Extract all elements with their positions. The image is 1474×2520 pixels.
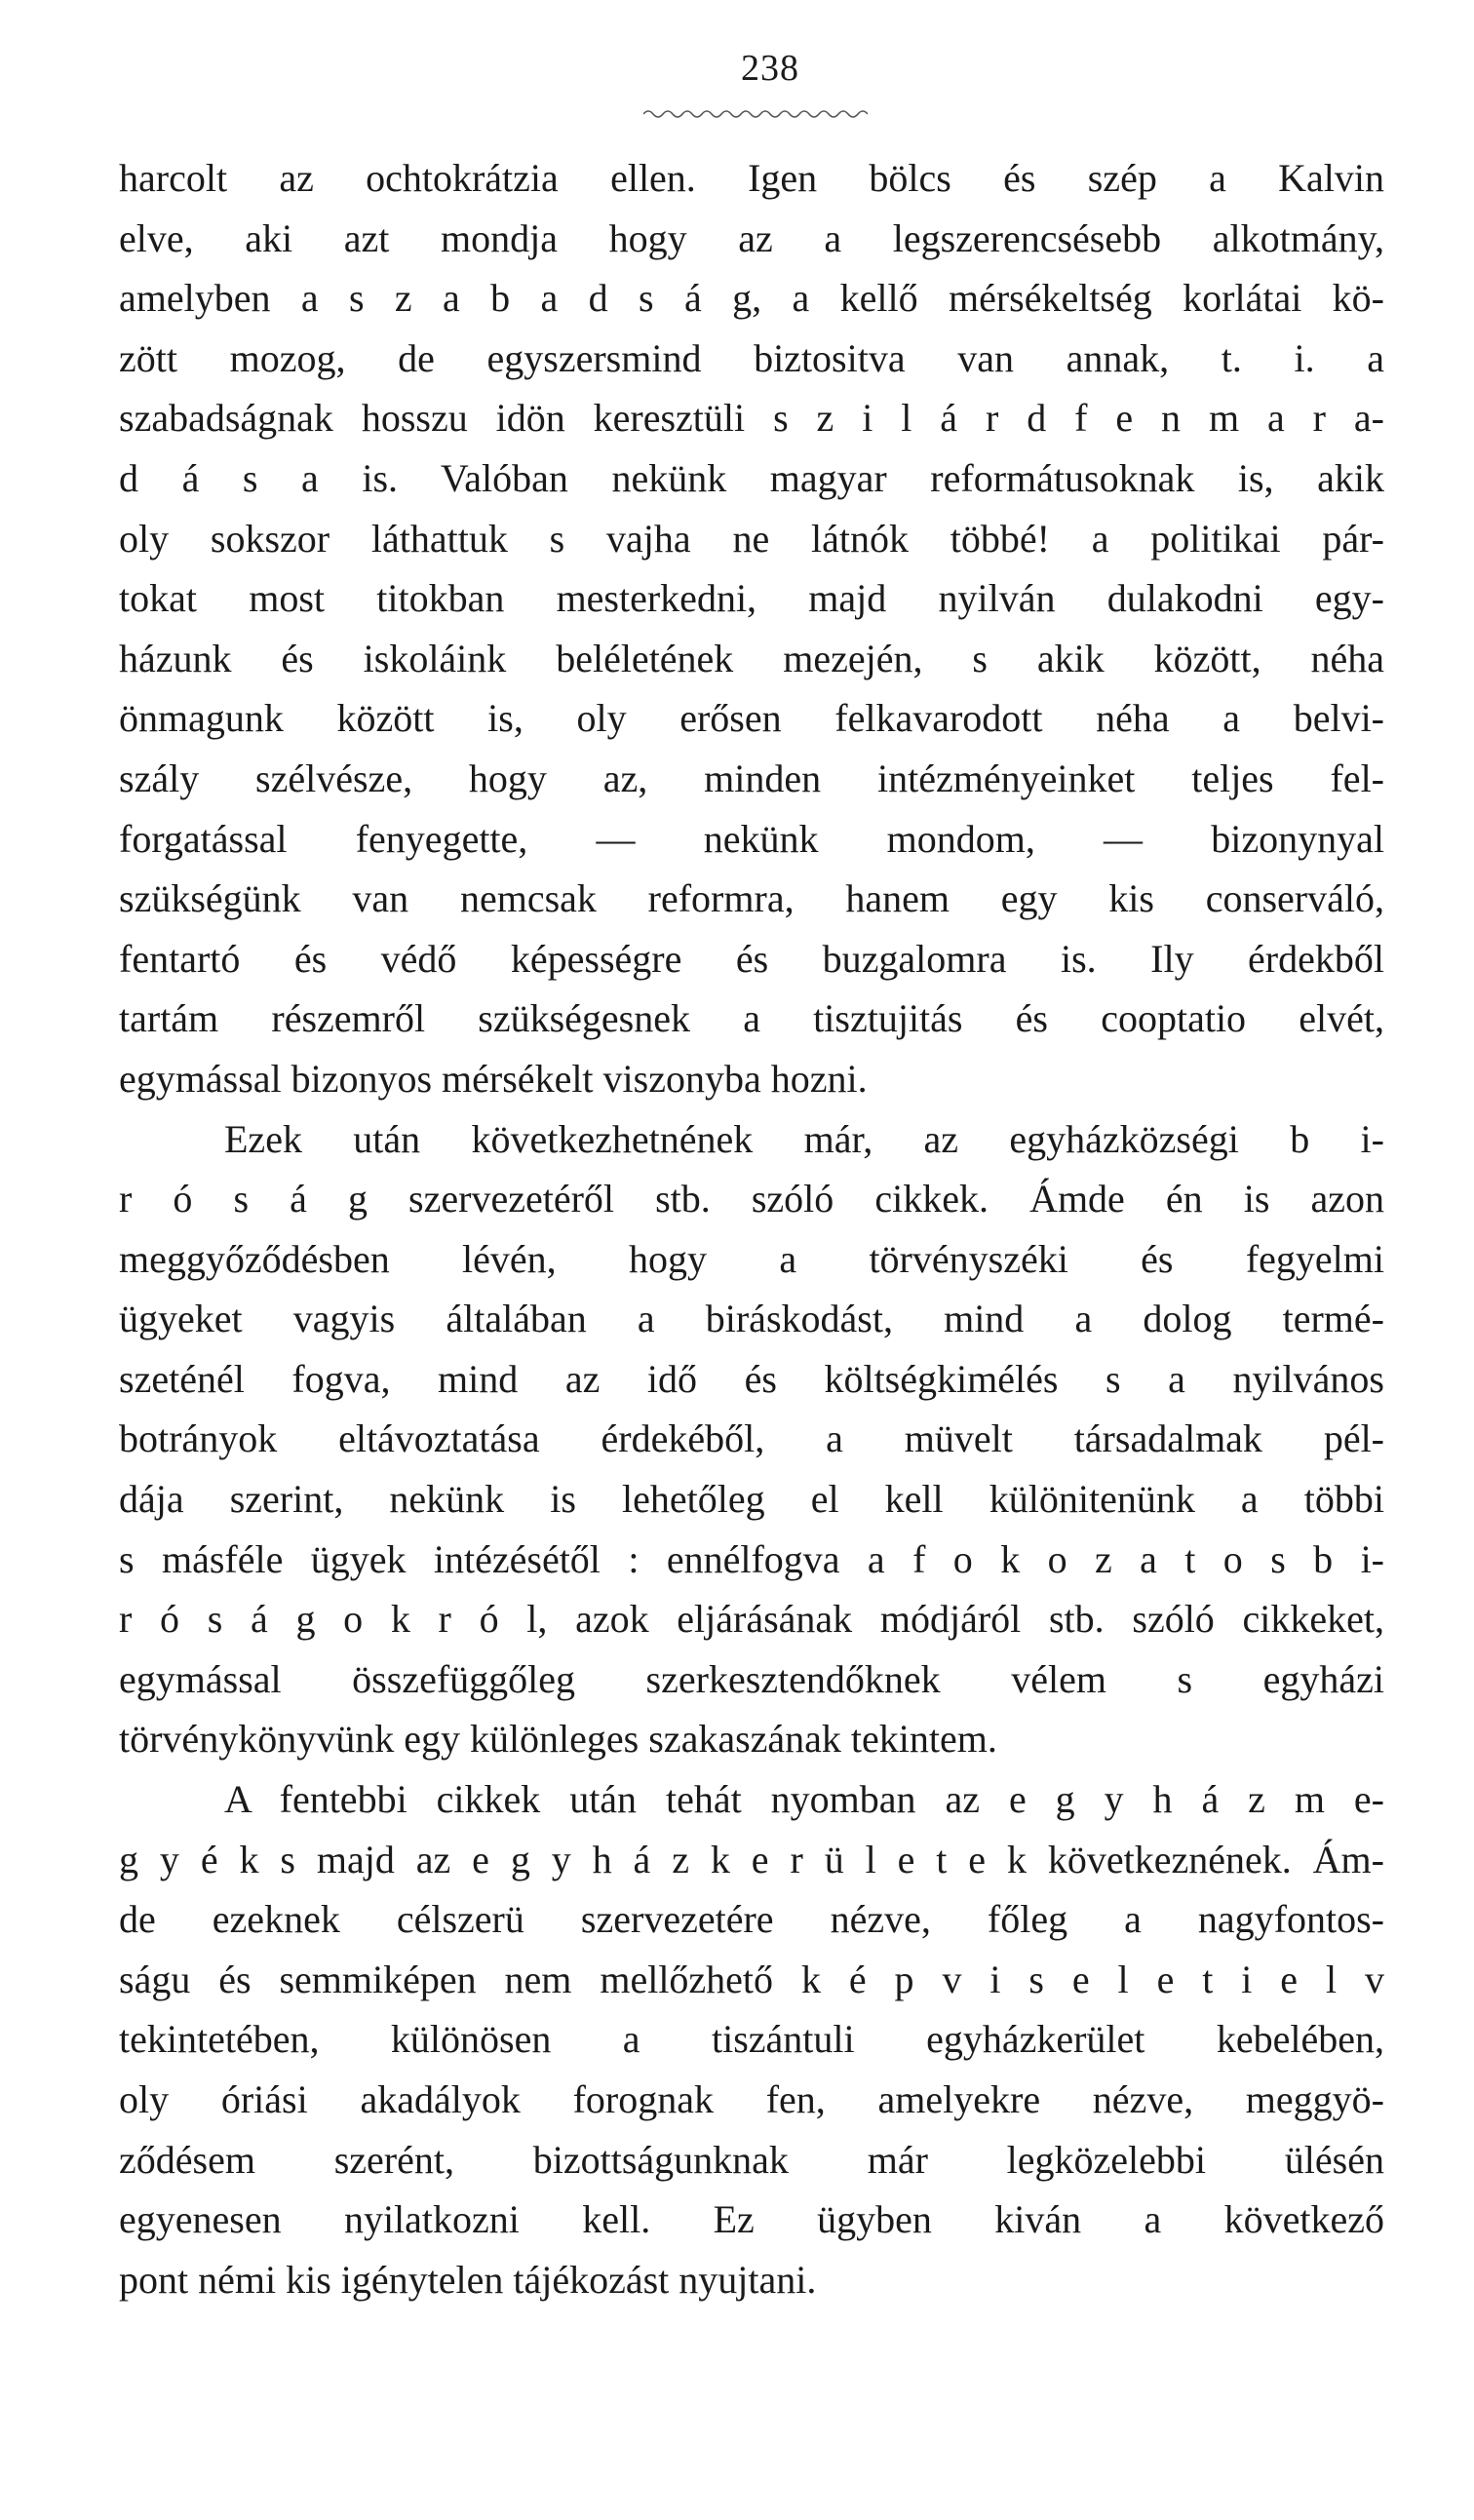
text-line: d á s a is. Valóban nekünk magyar reformátusoknak is, akik — [119, 455, 1384, 500]
text-line: amelyben a s z a b a d s á g, a kellő mérsékeltség korlátai kö- — [119, 276, 1384, 321]
text-line: szály szélvésze, hogy az, minden intézményeinket teljes fel- — [119, 756, 1384, 800]
text-line: s másféle ügyek intézésétől : ennélfogva a f o k o z a t o s b i- — [119, 1536, 1384, 1581]
text-line: de ezeknek célszerü szervezetére nézve, főleg a nagyfontos- — [119, 1897, 1384, 1942]
text-line: tokat most titokban mesterkedni, majd nyilván dulakodni egy- — [119, 576, 1384, 621]
page-number: 238 — [741, 48, 799, 89]
text-line: egymással összefüggőleg szerkesztendőknek vélem s egyházi — [119, 1656, 1384, 1701]
text-line: tekintetében, különösen a tiszántuli egyházkerület kebelében, — [119, 2017, 1384, 2062]
text-line: szeténél fogva, mind az idő és költségkimélés s a nyilvános — [119, 1356, 1384, 1401]
text-line: r ó s á g o k r ó l, azok eljárásának módjáról stb. szóló cikkeket, — [119, 1597, 1384, 1642]
text-line: szabadságnak hosszu idön keresztüli s z i l á r d f e n m a r a- — [119, 396, 1384, 441]
text-line: zött mozog, de egyszersmind biztositva van annak, t. i. a — [119, 335, 1384, 380]
body-text — [119, 148, 1384, 2309]
text-line: oly sokszor láthattuk s vajha ne látnók többé! a politikai pár- — [119, 516, 1384, 561]
text-line: ződésem szerént, bizottságunknak már legközelebbi ülésén — [119, 2137, 1384, 2182]
text-line: egyenesen nyilatkozni kell. Ez ügyben kiván a következő — [119, 2197, 1384, 2242]
text-line: Ezek után következhetnének már, az egyházközségi b i- — [224, 1116, 1384, 1161]
text-line: szükségünk van nemcsak reformra, hanem egy kis conserváló, — [119, 876, 1384, 921]
text-line: ságu és semmiképen nem mellőzhető k é p v i s e l e t i e l v — [119, 1957, 1384, 2001]
text-line: dája szerint, nekünk is lehetőleg el kell különitenünk a többi — [119, 1477, 1384, 1522]
text-line: házunk és iskoláink beléletének mezején, s akik között, néha — [119, 636, 1384, 680]
text-line: g y é k s majd az e g y h á z k e r ü l e t e k következnének. Ám- — [119, 1837, 1384, 1881]
text-line: tartám részemről szükségesnek a tisztujitás és cooptatio elvét, — [119, 996, 1384, 1041]
text-line: egymással bizonyos mérsékelt viszonyba hozni. — [119, 1056, 868, 1101]
text-line: botrányok eltávoztatása érdekéből, a müvelt társadalmak pél- — [119, 1416, 1384, 1461]
text-line: fentartó és védő képességre és buzgalomra is. Ily érdekből — [119, 936, 1384, 981]
text-line: r ó s á g szervezetéről stb. szóló cikkek. Ámde én is azon — [119, 1177, 1384, 1221]
text-line: forgatással fenyegette, — nekünk mondom, — bizonynyal — [119, 816, 1384, 861]
text-line: elve, aki azt mondja hogy az a legszerencsésebb alkotmány, — [119, 215, 1384, 260]
text-line: törvénykönyvünk egy különleges szakaszának tekintem. — [119, 1717, 997, 1762]
text-line: ügyeket vagyis általában a biráskodást, mind a dolog termé- — [119, 1297, 1384, 1341]
text-line: önmagunk között is, oly erősen felkavarodott néha a belvi- — [119, 696, 1384, 741]
decorative-rule — [643, 107, 868, 121]
text-line: meggyőződésben lévén, hogy a törvényszéki és fegyelmi — [119, 1236, 1384, 1281]
text-line: pont némi kis igénytelen tájékozást nyujtani. — [119, 2257, 817, 2302]
text-line: A fentebbi cikkek után tehát nyomban az e g y h á z m e- — [224, 1777, 1384, 1822]
text-line: harcolt az ochtokrátzia ellen. Igen bölcs és szép a Kalvin — [119, 156, 1384, 200]
text-line: oly óriási akadályok forognak fen, amelyekre nézve, meggyö- — [119, 2077, 1384, 2121]
